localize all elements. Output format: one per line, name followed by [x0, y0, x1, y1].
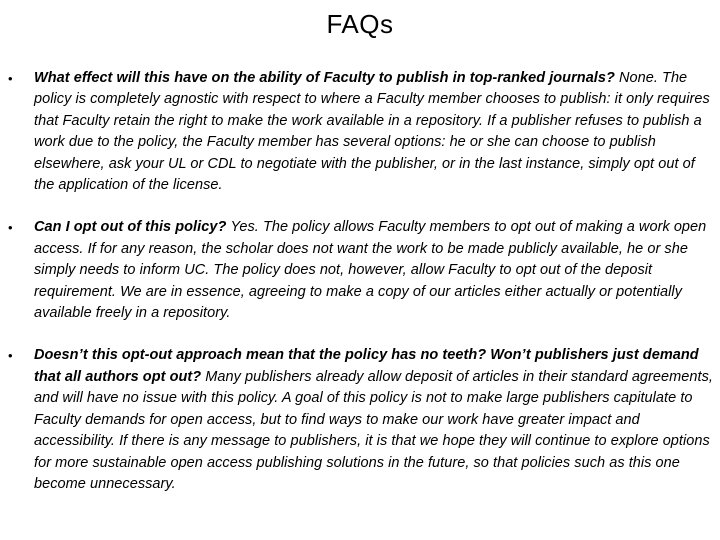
faq-list	[0, 68, 720, 516]
faq-item	[0, 68, 720, 196]
faq-question: Doesn’t this opt-out approach mean that the policy has no teeth? Won’t publishers just demand that all authors opt out?	[34, 347, 699, 385]
bullet-icon: •	[8, 220, 13, 236]
faq-answer: None. The policy is completely agnostic with respect to where a Faculty member chooses to publish: it only requires that Faculty retain the right to make the work available in a repository. If a publisher refuses to publish a work due to the policy, the Faculty member has several options: he or she can choose to publish elsewhere, ask your UL or CDL to negotiate with the publisher, or in the last instance, simply opt out of the application of the license.	[34, 70, 710, 194]
faq-question: What effect will this have on the ability of Faculty to publish in top-ranked journals?	[34, 70, 615, 86]
faq-answer: Many publishers already allow deposit of articles in their standard agreements, and will have no issue with this policy. A goal of this policy is not to make large publishers capitulate to Faculty demands for open access, but to find ways to make our work have greater impact and accessibility. If there is any message to publishers, it is that we hope they will continue to explore options for more sustainable open access publishing solutions in the future, so that policies such as this one become unnecessary.	[34, 368, 713, 492]
page-title: FAQs	[326, 9, 394, 39]
faq-question: Can I opt out of this policy?	[34, 219, 227, 236]
faq-answer: Yes. The policy allows Faculty members to opt out of making a work open access. If for any reason, the scholar does not want the work to be made publicly available, he or she simply needs to inform UC. The policy does not, however, allow Faculty to opt out of the deposit requirement. We are in essence, agreeing to make a copy of our articles either actually or potentially available freely in a repository.	[34, 219, 707, 322]
bullet-icon: •	[8, 71, 13, 86]
faq-item	[0, 217, 720, 324]
faq-item	[0, 345, 720, 495]
bullet-icon: •	[8, 348, 13, 364]
